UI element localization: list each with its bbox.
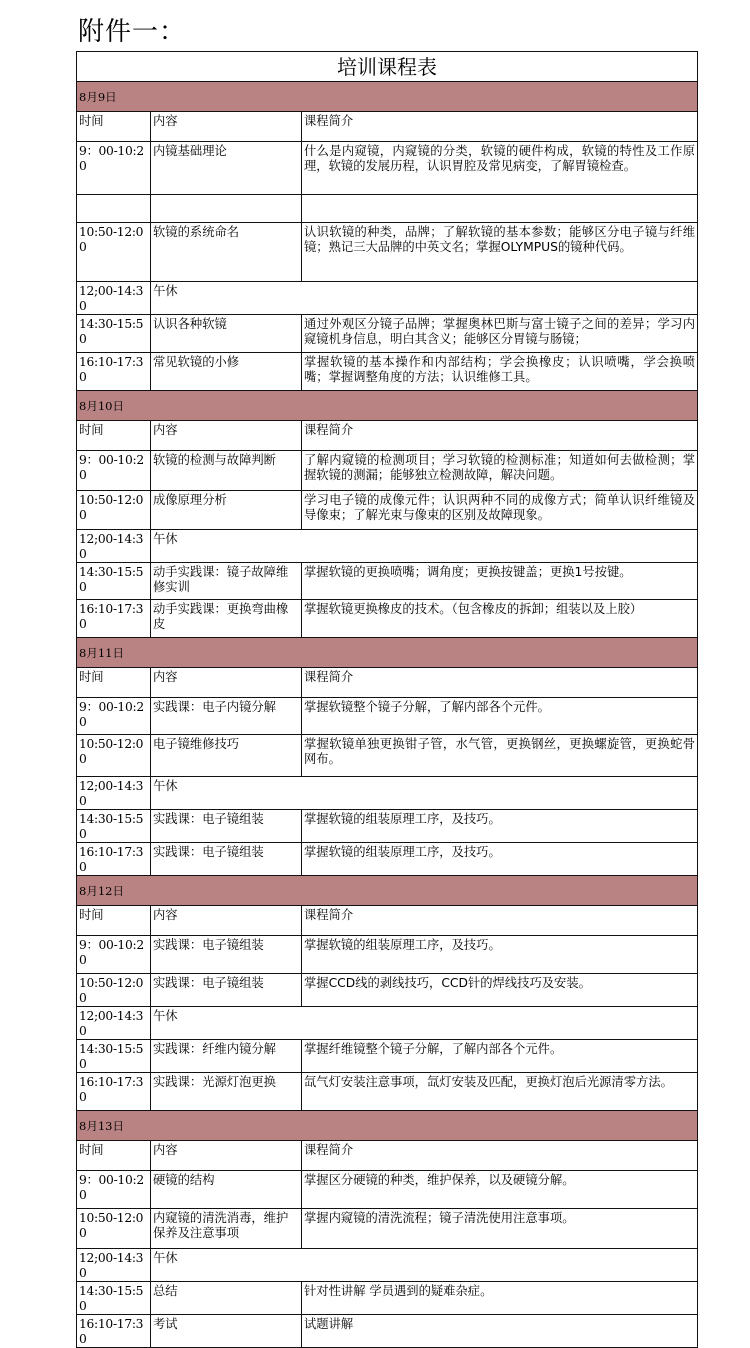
content-cell: 考试 (151, 1315, 302, 1348)
table-row (77, 698, 698, 735)
time-cell: 9：00-10:20 (77, 142, 151, 195)
content-cell (151, 195, 302, 223)
summary-cell: 掌握软镜更换橡皮的技术。（包含橡皮的拆卸；组装以及上胶） (302, 600, 698, 638)
table-row (77, 843, 698, 876)
time-cell: 9：00-10:20 (77, 698, 151, 735)
summary-cell: 掌握区分硬镜的种类，维护保养，以及硬镜分解。 (302, 1171, 698, 1209)
summary-cell: 试题讲解 (302, 1315, 698, 1348)
lunch-row (77, 282, 698, 315)
time-cell: 10:50-12:00 (77, 491, 151, 530)
time-cell (77, 195, 151, 223)
summary-cell: 针对性讲解 学员遇到的疑难杂症。 (302, 1282, 698, 1315)
summary-cell: 掌握软镜的更换喷嘴；调角度；更换按键盖；更换1号按键。 (302, 563, 698, 600)
header-content: 内容 (151, 421, 302, 451)
lunch-cell: 午休 (151, 1007, 698, 1040)
content-cell: 实践课：电子镜组装 (151, 936, 302, 974)
summary-cell: 掌握软镜整个镜子分解，了解内部各个元件。 (302, 698, 698, 735)
content-cell: 软镜的系统命名 (151, 223, 302, 282)
header-time: 时间 (77, 112, 151, 142)
time-cell: 14:30-15:50 (77, 1040, 151, 1073)
time-cell: 14:30-15:50 (77, 315, 151, 353)
table-row (77, 315, 698, 353)
content-cell: 常见软镜的小修 (151, 353, 302, 391)
date-label: 8月12日 (77, 876, 698, 906)
content-cell: 电子镜维修技巧 (151, 735, 302, 777)
table-row (77, 223, 698, 282)
lunch-cell: 午休 (151, 282, 698, 315)
time-cell: 9：00-10:20 (77, 1171, 151, 1209)
time-cell: 10:50-12:00 (77, 223, 151, 282)
table-row (77, 1073, 698, 1111)
time-cell: 9：00-10:20 (77, 451, 151, 491)
date-row (77, 876, 698, 906)
table-row (77, 1171, 698, 1209)
summary-cell: 认识软镜的种类，品牌；了解软镜的基本参数；能够区分电子镜与纤维镜；熟记三大品牌的中英文名；掌握OLYMPUS的镜种代码。 (302, 223, 698, 282)
summary-cell: 了解内窥镜的检测项目；学习软镜的检测标准；知道如何去做检测；掌握软镜的测漏；能够独立检测故障，解决问题。 (302, 451, 698, 491)
header-time: 时间 (77, 906, 151, 936)
date-label: 8月13日 (77, 1111, 698, 1141)
date-label: 8月10日 (77, 391, 698, 421)
lunch-cell: 午休 (151, 530, 698, 563)
lunch-cell: 午休 (151, 777, 698, 810)
content-cell: 实践课：电子镜组装 (151, 843, 302, 876)
header-summary: 课程简介 (302, 421, 698, 451)
header-content: 内容 (151, 1141, 302, 1171)
time-cell: 14:30-15:50 (77, 810, 151, 843)
header-time: 时间 (77, 1141, 151, 1171)
lunch-row (77, 1007, 698, 1040)
table-row (77, 1209, 698, 1249)
content-cell: 认识各种软镜 (151, 315, 302, 353)
table-row (77, 600, 698, 638)
summary-cell: 掌握软镜的基本操作和内部结构；学会换橡皮；认识喷嘴，学会换喷嘴；掌握调整角度的方法；认识维修工具。 (302, 353, 698, 391)
header-summary: 课程简介 (302, 906, 698, 936)
header-summary: 课程简介 (302, 1141, 698, 1171)
summary-cell: 掌握软镜的组装原理工序，及技巧。 (302, 810, 698, 843)
content-cell: 总结 (151, 1282, 302, 1315)
summary-cell: 掌握纤维镜整个镜子分解，了解内部各个元件。 (302, 1040, 698, 1073)
time-cell: 12;00-14:30 (77, 1007, 151, 1040)
header-time: 时间 (77, 421, 151, 451)
content-cell: 实践课：纤维内镜分解 (151, 1040, 302, 1073)
content-cell: 软镜的检测与故障判断 (151, 451, 302, 491)
summary-cell: 掌握软镜的组装原理工序，及技巧。 (302, 936, 698, 974)
content-cell: 动手实践课：更换弯曲橡皮 (151, 600, 302, 638)
table-title-row (77, 52, 698, 82)
summary-cell: 掌握软镜单独更换钳子管，水气管，更换钢丝，更换螺旋管，更换蛇骨网布。 (302, 735, 698, 777)
lunch-cell: 午休 (151, 1249, 698, 1282)
content-cell: 成像原理分析 (151, 491, 302, 530)
table-title: 培训课程表 (77, 52, 698, 82)
summary-cell: 什么是内窥镜，内窥镜的分类，软镜的硬件构成，软镜的特性及工作原理，软镜的发展历程，认识胃腔及常见病变，了解胃镜检查。 (302, 142, 698, 195)
training-schedule-table (76, 51, 698, 1348)
header-content: 内容 (151, 668, 302, 698)
content-cell: 硬镜的结构 (151, 1171, 302, 1209)
date-row (77, 82, 698, 112)
content-cell: 内镜基础理论 (151, 142, 302, 195)
header-time: 时间 (77, 668, 151, 698)
column-header-row (77, 112, 698, 142)
content-cell: 动手实践课：镜子故障维修实训 (151, 563, 302, 600)
table-row (77, 491, 698, 530)
date-label: 8月9日 (77, 82, 698, 112)
time-cell: 14:30-15:50 (77, 563, 151, 600)
table-row (77, 1315, 698, 1348)
content-cell: 实践课：电子镜组装 (151, 974, 302, 1007)
content-cell: 实践课：光源灯泡更换 (151, 1073, 302, 1111)
summary-cell: 学习电子镜的成像元件；认识两种不同的成像方式；简单认识纤维镜及导像束；了解光束与像束的区别及故障现象。 (302, 491, 698, 530)
time-cell: 10:50-12:00 (77, 735, 151, 777)
time-cell: 10:50-12:00 (77, 1209, 151, 1249)
lunch-row (77, 777, 698, 810)
content-cell: 实践课：电子镜组装 (151, 810, 302, 843)
time-cell: 14:30-15:50 (77, 1282, 151, 1315)
table-row (77, 1282, 698, 1315)
column-header-row (77, 1141, 698, 1171)
column-header-row (77, 906, 698, 936)
column-header-row (77, 421, 698, 451)
header-content: 内容 (151, 112, 302, 142)
lunch-row (77, 1249, 698, 1282)
column-header-row (77, 668, 698, 698)
summary-cell: 掌握内窥镜的清洗流程；镜子清洗使用注意事项。 (302, 1209, 698, 1249)
lunch-row (77, 530, 698, 563)
time-cell: 12;00-14:30 (77, 282, 151, 315)
header-summary: 课程简介 (302, 668, 698, 698)
date-label: 8月11日 (77, 638, 698, 668)
table-row (77, 563, 698, 600)
time-cell: 12;00-14:30 (77, 1249, 151, 1282)
header-summary: 课程简介 (302, 112, 698, 142)
time-cell: 9：00-10:20 (77, 936, 151, 974)
attachment-label: 附件一： (78, 17, 187, 47)
table-row (77, 810, 698, 843)
time-cell: 12;00-14:30 (77, 530, 151, 563)
time-cell: 10:50-12:00 (77, 974, 151, 1007)
table-row (77, 451, 698, 491)
summary-cell (302, 195, 698, 223)
time-cell: 16:10-17:30 (77, 1315, 151, 1348)
table-row (77, 735, 698, 777)
time-cell: 16:10-17:30 (77, 843, 151, 876)
date-row (77, 1111, 698, 1141)
summary-cell: 掌握软镜的组装原理工序，及技巧。 (302, 843, 698, 876)
date-row (77, 391, 698, 421)
time-cell: 16:10-17:30 (77, 600, 151, 638)
time-cell: 12;00-14:30 (77, 777, 151, 810)
summary-cell: 掌握CCD线的剥线技巧，CCD针的焊线技巧及安装。 (302, 974, 698, 1007)
header-content: 内容 (151, 906, 302, 936)
date-row (77, 638, 698, 668)
table-row-empty (77, 195, 698, 223)
content-cell: 内窥镜的清洗消毒，维护保养及注意事项 (151, 1209, 302, 1249)
time-cell: 16:10-17:30 (77, 1073, 151, 1111)
table-row (77, 1040, 698, 1073)
time-cell: 16:10-17:30 (77, 353, 151, 391)
table-row (77, 936, 698, 974)
table-row (77, 974, 698, 1007)
table-row (77, 353, 698, 391)
content-cell: 实践课：电子内镜分解 (151, 698, 302, 735)
table-row (77, 142, 698, 195)
summary-cell: 通过外观区分镜子品牌；掌握奥林巴斯与富士镜子之间的差异；学习内窥镜机身信息，明白其含义；能够区分胃镜与肠镜； (302, 315, 698, 353)
summary-cell: 氙气灯安装注意事项，氙灯安装及匹配，更换灯泡后光源清零方法。 (302, 1073, 698, 1111)
